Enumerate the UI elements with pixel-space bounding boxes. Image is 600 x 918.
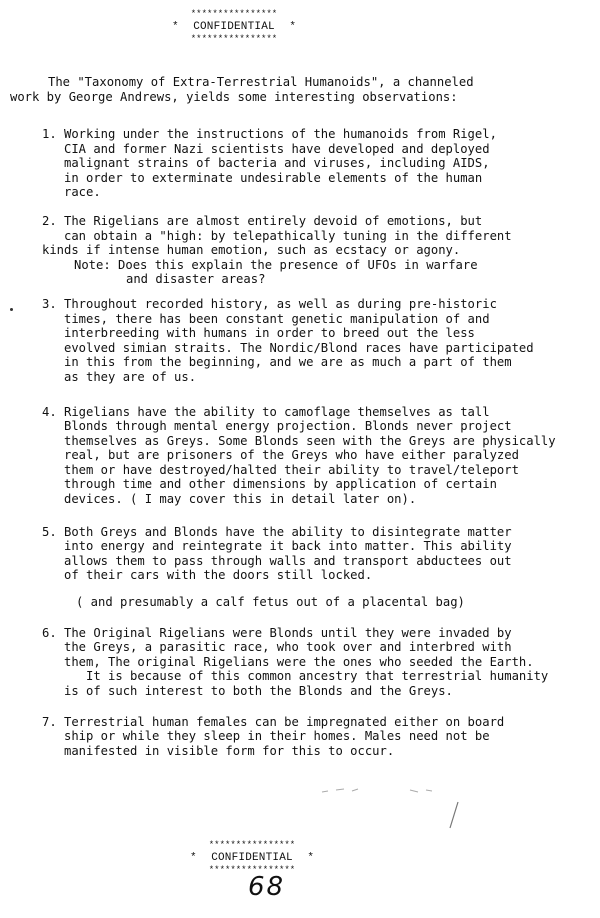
stamp-label-row [172, 19, 296, 35]
pen-mark [318, 780, 468, 840]
item-line: manifested in visible form for this to occur. [64, 743, 395, 758]
stamp-star-left: * [190, 852, 197, 864]
item-line: Both Greys and Blonds have the ability to disintegrate matter [64, 524, 512, 539]
intro-line-1: The "Taxonomy of Extra-Terrestrial Humanoids", a channeled [48, 75, 474, 89]
item-line: themselves as Greys. Some Blonds seen with the Greys are physically [64, 433, 556, 448]
item-number: 6. [42, 625, 57, 640]
stamp-border-bottom: **************** [190, 34, 278, 44]
item-line: interbreeding with humans in order to breed out the less [64, 326, 475, 341]
stamp-star-left: * [172, 21, 179, 33]
item-line: of their cars with the doors still locked. [64, 568, 373, 583]
item-line: evolved simian straits. The Nordic/Blond races have participated [64, 340, 534, 355]
stamp-star-right: * [289, 21, 296, 33]
item-line: can obtain a "high: by telepathically tuning in the different [64, 228, 512, 243]
item-line: It is because of this common ancestry that terrestrial humanity [64, 669, 549, 684]
item-note [64, 258, 584, 287]
item-line: Rigelians have the ability to camoflage themselves as tall [64, 404, 490, 419]
item-line: race. [64, 185, 101, 200]
stamp-border-top: **************** [208, 840, 296, 850]
confidential-stamp-bottom [190, 841, 314, 875]
item-line: CIA and former Nazi scientists have developed and deployed [64, 141, 490, 156]
item-line: real, but are prisoners of the Greys who have either paralyzed [64, 448, 519, 463]
list-item-4 [0, 405, 584, 507]
item-line: The Original Rigelians were Blonds until they were invaded by [64, 625, 512, 640]
item-line: into energy and reintegrate it back into matter. This ability [64, 539, 512, 554]
item-line: Terrestrial human females can be impregnated either on board [64, 714, 505, 729]
item-line: times, there has been constant genetic manipulation of and [64, 311, 490, 326]
item-number: 2. [42, 213, 57, 228]
stamp-label-row [190, 850, 314, 866]
item-number: 7. [42, 714, 57, 729]
item-line: ship or while they sleep in their homes. Males need not be [64, 729, 490, 744]
item-line: them, The original Rigelians were the ones who seeded the Earth. [64, 654, 534, 669]
item-line: them or have destroyed/halted their ability to travel/teleport [64, 462, 519, 477]
item-line: the Greys, a parasitic race, who took over and interbred with [64, 640, 512, 655]
note-line-2: and disaster areas? [126, 272, 266, 287]
item-line: as they are of us. [64, 369, 197, 384]
item-line: Blonds through mental energy projection. Blonds never project [64, 419, 512, 434]
item-line: kinds if intense human emotion, such as ecstacy or agony. [42, 243, 461, 258]
list-item-3 [0, 297, 584, 385]
item-line: is of such interest to both the Blonds and the Greys. [64, 684, 453, 698]
item-number: 4. [42, 404, 57, 419]
item-number: 1. [42, 127, 57, 141]
intro-line-2: work by George Andrews, yields some interesting observations: [10, 89, 458, 104]
item-line: Working under the instructions of the humanoids from Rigel, [64, 127, 497, 141]
item-line: allows them to pass through walls and transport abductees out [64, 553, 512, 568]
item-line: The Rigelians are almost entirely devoid of emotions, but [64, 213, 483, 228]
stamp-label: CONFIDENTIAL [211, 852, 293, 864]
intro-paragraph [10, 75, 590, 104]
list-item-7 [0, 715, 584, 759]
list-item-1 [0, 127, 584, 200]
item-line: Throughout recorded history, as well as during pre-historic [64, 296, 497, 311]
note-line-1: Note: Does this explain the presence of UFOs in warfare [74, 257, 478, 272]
item-line: in order to exterminate undesirable elements of the human [64, 170, 483, 185]
list-item-5 [0, 525, 584, 583]
item-line: in this from the beginning, and we are as much a part of them [64, 355, 512, 370]
page-number: 68 [248, 872, 286, 902]
item-line: malignant strains of bacteria and viruses, including AIDS, [64, 156, 490, 171]
item-number: 3. [42, 296, 57, 311]
stamp-border-top: **************** [190, 9, 278, 19]
stamp-label: CONFIDENTIAL [193, 21, 275, 33]
stamp-border-bottom: **************** [208, 865, 296, 875]
stamp-star-right: * [307, 852, 314, 864]
confidential-stamp-top [172, 10, 296, 44]
item-line: devices. ( I may cover this in detail later on). [64, 492, 417, 507]
item-number: 5. [42, 524, 57, 539]
item-line: through time and other dimensions by application of certain [64, 477, 497, 492]
observations-list [0, 127, 600, 771]
list-item-6 [0, 626, 584, 699]
aside-note: ( and presumably a calf fetus out of a placental bag) [76, 595, 465, 610]
list-item-2 [0, 214, 584, 287]
